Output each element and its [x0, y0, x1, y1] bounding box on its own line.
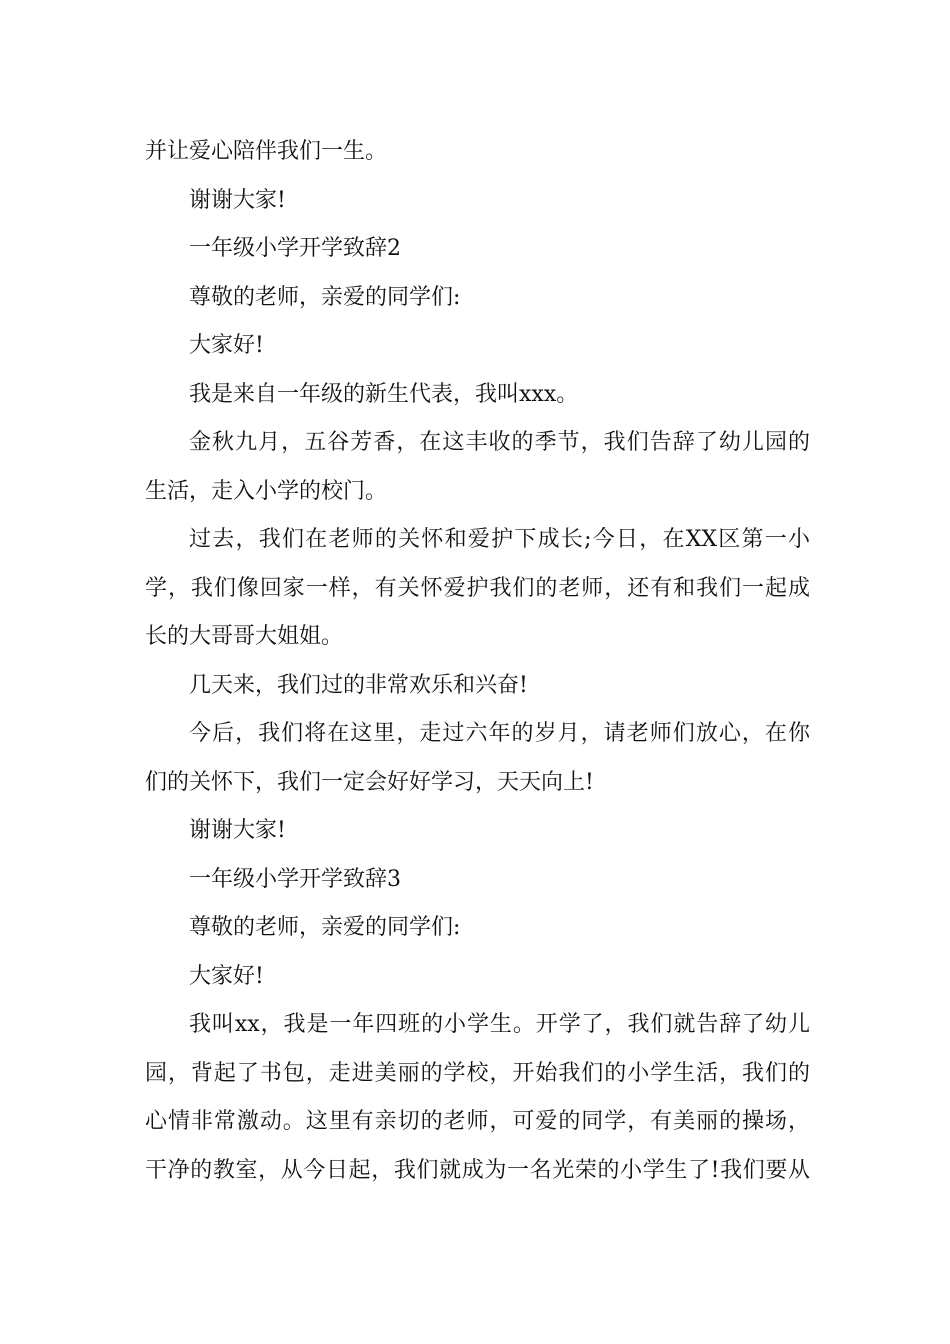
text-line: 谢谢大家!: [189, 187, 286, 213]
text-line: 尊敬的老师，亲爱的同学们:: [189, 284, 461, 310]
text-line: 大家好!: [189, 963, 264, 989]
text-line: 干净的教室，从今日起，我们就成为一名光荣的小学生了!我们要从: [145, 1157, 810, 1183]
text-line: 谢谢大家!: [189, 818, 286, 843]
text-line: 园，背起了书包，走进美丽的学校，开始我们的小学生活，我们的: [145, 1060, 810, 1086]
text-line: 一年级小学开学致辞2: [189, 236, 401, 261]
text-line: 几天来，我们过的非常欢乐和兴奋!: [189, 672, 528, 698]
text-line: 们的关怀下，我们一定会好好学习，天天向上!: [145, 769, 594, 795]
text-line: 尊敬的老师，亲爱的同学们:: [189, 915, 461, 940]
text-line: 长的大哥哥大姐姐。: [145, 624, 344, 649]
text-line: 心情非常激动。这里有亲切的老师，可爱的同学，有美丽的操场，: [145, 1109, 810, 1134]
document-page: [145, 128, 810, 1195]
text-line: 金秋九月，五谷芳香，在这丰收的季节，我们告辞了幼儿园的: [189, 430, 810, 455]
text-line: 过去，我们在老师的关怀和爱护下成长;今日，在XX区第一小: [189, 527, 810, 552]
text-line: 并让爱心陪伴我们一生。: [145, 139, 388, 164]
text-line: 生活，走入小学的校门。: [145, 478, 388, 504]
text-line: 今后，我们将在这里，走过六年的岁月，请老师们放心，在你: [189, 721, 810, 746]
text-line: 我是来自一年级的新生代表，我叫xxx。: [189, 381, 579, 407]
text-line: 大家好!: [189, 333, 264, 358]
text-line: 我叫xx，我是一年四班的小学生。开学了，我们就告辞了幼儿: [189, 1012, 810, 1037]
document-body: [145, 128, 810, 1195]
text-line: 一年级小学开学致辞3: [189, 866, 401, 892]
text-line: 学，我们像回家一样，有关怀爱护我们的老师，还有和我们一起成: [145, 575, 810, 601]
